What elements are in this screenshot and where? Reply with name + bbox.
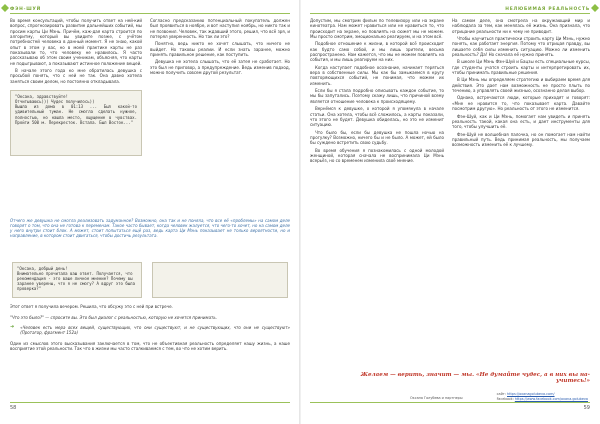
header-rule xyxy=(310,13,590,14)
facebook-link[interactable]: https://www.facebook.com/oxana.golubeva xyxy=(514,396,588,401)
page-number: 58 xyxy=(10,405,17,411)
corner-diamond-icon xyxy=(1,4,9,12)
footer-links xyxy=(497,392,588,401)
paragraph: В школе Ци Мэнь Фэн-Шуй и Бацзы есть специальные курсы, где студенты учатся строить карты и интерпретировать их, чтобы принимать правильные решения. xyxy=(452,59,590,76)
facebook-label: Facebook: xyxy=(496,396,514,401)
paragraph: Подобное отношение к жизни, в которой всё происходит как будто само собой, и мы лишь зрители, весьма распространено. Нам кажется, что мы не можем повлиять на события, и мы лишь реагируем на них. xyxy=(310,41,444,63)
corner-diamond-icon xyxy=(591,4,599,12)
footer-rule xyxy=(10,402,290,403)
right-page-column-1 xyxy=(310,18,444,164)
paragraph: Однако, встречаются люди, которые приходят и говорят: «Мне не нравится то, что показывает карта. Давайте посмотрим другую». Но реальность от этого не изменится. xyxy=(452,95,590,112)
paragraph: Во время обучения я познакомилась с одной молодой женщиной, которая сначала не воспринимала Ци Мэнь всерьёз, но со временем изменила своё мнение. xyxy=(310,147,444,164)
paragraph: Фэн-Шуй, как и Ци Мэнь, помогает нам увидеть и принять реальность такой, какая она есть, и дает инструменты для того, чтобы улучшить её. xyxy=(452,113,590,130)
footer-rule xyxy=(310,402,590,403)
right-running-head: НЕЛЮБИМАЯ РЕАЛЬНОСТЬ xyxy=(505,7,590,12)
header-rule xyxy=(10,13,290,14)
right-page-column-2 xyxy=(452,18,590,148)
left-page-bottom xyxy=(10,304,290,352)
paragraph: Понятно, ведь никто не хочет слышать, что ничего не выйдет. Но таковы реалии. И если знать заранее, можно принять правильное решение, как поступить. xyxy=(150,41,290,58)
paragraph: Чтобы научиться практически строить карту Ци Мэнь, нужно понять, как работает энергия. Потому что отрицая правду, вы лишаете себя силы изменить ситуацию. Можно ли изменить реальность? Да! Но сначала её нужно принять. xyxy=(452,36,590,58)
reply-quote-box-2 xyxy=(152,262,288,298)
author-credit: Оксана Голубева и партнеры xyxy=(410,396,463,400)
email-quote-box: "Оксана, здравствуйте! Отчитываюсь))) Чудес получилось)) Вышла из дома в 01:13 ... Был какой-то удивительный туман. Не смогла сделать нужное, полностью, но нашла место, ощущение в чувствах. Пройти 500 м. Перекресток. Встала. Был Восток..." xyxy=(10,90,142,156)
paragraph: Допустим, мы смотрим фильм по телевизору или на экране кинотеатра. Нам может нравиться или не нравиться то, что происходит на экране, но повлиять на сюжет мы не можем. Мы просто смотрим, эмоционально реагируем, и на этом всё. xyxy=(310,18,444,40)
paragraph: Девушка не хотела слышать, что её затея не сработает. Но это был не приговор, а предупреждение. Ведь изменив подход, можно получить совсем другой результат. xyxy=(150,59,290,76)
paragraph: Если бы я стала подробно описывать каждое событие, то мы бы запутались. Поэтому скажу лишь, что причиной всему является отношение человека к происходящему. xyxy=(310,88,444,104)
paragraph: В Ци Мэнь мы определяем стратегию и выбираем время для действия. Это дает нам возможность не просто плыть по течению, а управлять своей жизнью, осознанно делая выбор. xyxy=(452,77,590,94)
italic-note: Отчего же девушка не смогла реализовать задуманное? Возможно, она так и не поняла, что все её «проблемы» на самом деле говорят о том, что она не готова к переменам. Такое часто бывает, когда человек жалуется, что чего-то хочет, но на самом деле у него внутри стоит блок. А может, стоит попытаться ещё раз, ведь карта Ци Мэнь показывает не только вероятности, но и направление, в котором стоит двигаться, чтобы достичь результата. xyxy=(10,218,290,239)
right-page xyxy=(300,0,600,424)
left-running-head: ФЭН-ШУЙ xyxy=(10,7,42,12)
paragraph: Во время консультаций, чтобы получить ответ на ней-кий вопрос, спрогнозировать развитие дальнейших событий, мы просим карты Ци Мэнь. Причём, каж-дая карта строится по алгоритму, который вы увидите позже, с учётом потребностей человека в данный момент. Я не знаю, какой опыт в этом у вас, но в моей практике карты не раз показывали то, что человеку не нравилось. Я часто рассказываю об этом своим ученикам, объясняя, что карты не подыгрывают, а показывают истинное положение вещей. xyxy=(10,18,142,66)
site-link[interactable]: https://oxanagolubeva.com/ xyxy=(507,392,555,397)
paragraph: В начале этого года ко мне обратилась девушка с просьбой понять, что с ней не так. Она давно хотела заняться своим делом, но постоянно откладывала. xyxy=(10,68,142,84)
paragraph: Вернёмся к девушке, о которой я упомянула в начале статьи. Она хотела, чтобы всё сложилось, а карты показали, что этого не будет. Девушка обиделась, но это не изменит ситуацию. xyxy=(310,106,444,128)
slogan: Желаем — верить, значит — мы. «Не думайте чудес, а в них вы на-учитесь!» xyxy=(360,372,590,384)
paragraph: На самом деле, она смотрела на окружающий мир и наблюдала за тем, как менялась её жизнь. Она признала, что отрицание реальности ни к чему не приводит. xyxy=(452,18,590,34)
paragraph: Этот ответ я получила вечером. Решила, что обсужу это с ней при встрече. xyxy=(10,304,173,309)
paragraph: Когда наступает подобное осознание, начинает теряться вера в собственные силы. Мы как бы замыкаемся в кругу повторяющихся событий, не понимая, что можем их изменить. xyxy=(310,64,444,86)
site-label: сайт: xyxy=(496,392,506,397)
paragraph: Один из смыслов этого высказывания заключается в том, что не объективная реальность определяет нашу жизнь, а наше восприятие этой реальности. Так что в жизни мы часто сталкиваемся с тем, во что не хотим верить. xyxy=(10,341,290,352)
arrow-icon: ➜ xyxy=(10,323,15,330)
reply-quote-box: "Оксана, добрый день! Внимательно прочитала ваш ответ. Получается, что рекомендация - это ваше личное мнение? Почему вы заранее уверены, что я не смогу? А вдруг это была проверка?" xyxy=(12,262,142,298)
left-page-column-2 xyxy=(150,18,290,75)
citation-block xyxy=(10,325,290,335)
paragraph: "Что это было?" — спросите вы. Это был диалог с реальностью, которую не хочется принимать. xyxy=(10,315,218,321)
citation: «Человек есть мера всех вещей, существующих, что они существуют, и не существующих, что они не существуют» (Протагор, фрагмент 152a) xyxy=(20,324,290,335)
paragraph: Что было бы, если бы девушка не пошла ночью на прогулку? Возможно, ничего бы и не было. А может, ей было бы суждено встретить свою судьбу. xyxy=(310,129,444,146)
paragraph: Фэн-Шуй не волшебная палочка, но он помогает нам найти правильный путь. Ведь принимая реальность, мы получаем возможность изменить её к лучшему. xyxy=(452,131,590,148)
page-number: 59 xyxy=(583,405,590,411)
paragraph: Согласно предсказанию потенциальный покупатель должен был проявиться в ноябре, и вот наступил ноябрь, но никто так и не позвонил. Человек, так ждавший этого, решил, что всё зря, и потерял уверенность. Но так ли это? xyxy=(150,18,290,40)
left-page-column-1 xyxy=(10,18,142,156)
